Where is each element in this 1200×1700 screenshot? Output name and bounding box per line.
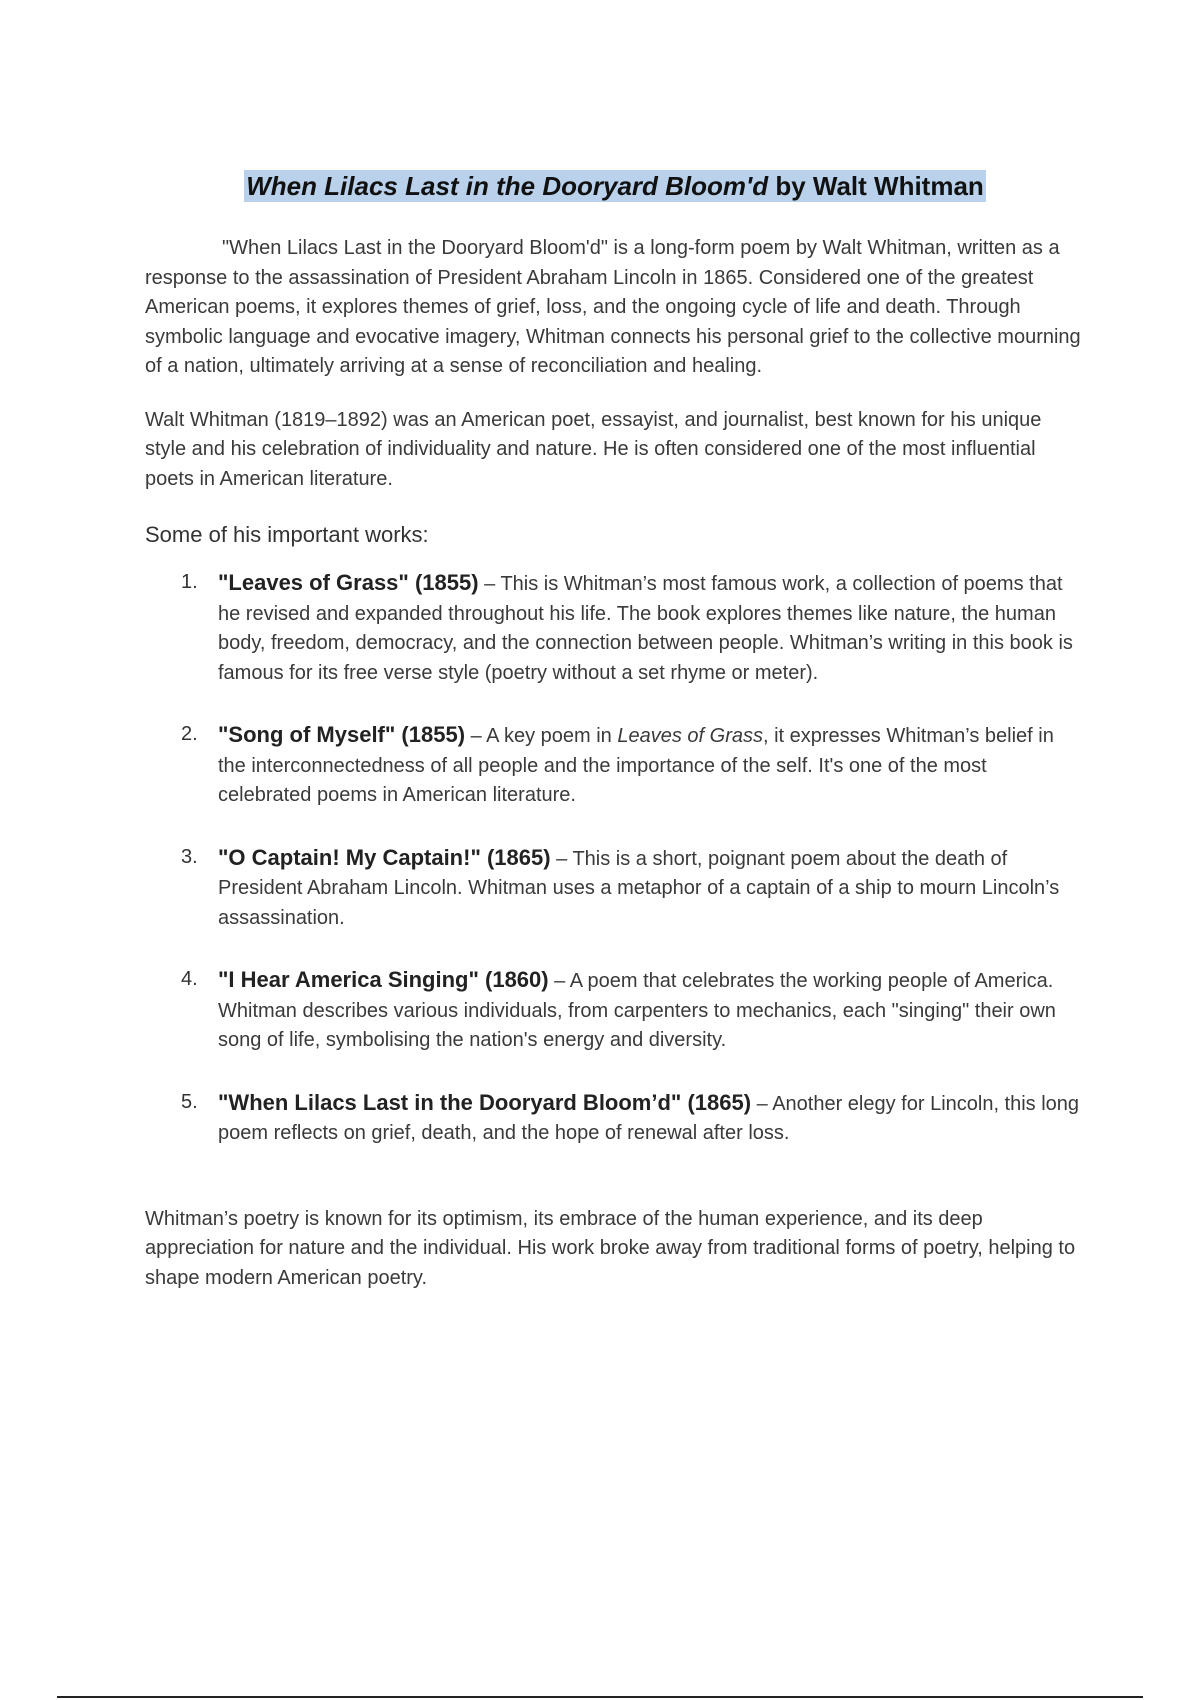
list-item bbox=[145, 1088, 1085, 1149]
list-item bbox=[145, 843, 1085, 934]
document-page bbox=[145, 168, 1085, 1293]
work-title: "Song of Myself" (1855) bbox=[218, 722, 466, 747]
work-title: "Leaves of Grass" (1855) bbox=[218, 570, 479, 595]
list-item-number: 1. bbox=[181, 571, 198, 593]
title-highlight bbox=[244, 170, 986, 202]
title-author: by Walt Whitman bbox=[768, 171, 984, 201]
work-description: – A poem that celebrates the working people of America. Whitman describes various individuals, from carpenters to mechanics, each "singing" their own song of life, symbolising the nation's energy and diversity. bbox=[218, 970, 1056, 1051]
work-title: "O Captain! My Captain!" (1865) bbox=[218, 844, 551, 870]
work-description-italic: Leaves of Grass bbox=[617, 725, 763, 747]
list-item bbox=[145, 720, 1085, 811]
work-description: – A key poem in bbox=[465, 725, 618, 747]
work-title: "When Lilacs Last in the Dooryard Bloom’d" (1865) bbox=[218, 1089, 752, 1115]
list-item bbox=[145, 568, 1085, 688]
work-description: – This is Whitman’s most famous work, a collection of poems that he revised and expanded throughout his life. The book explores themes like nature, the human body, freedom, democracy, and the connection between people. Whitman’s writing in this book is famous for its free verse style (poetry without a set rhyme or meter). bbox=[218, 573, 1073, 684]
list-item bbox=[145, 965, 1085, 1056]
intro-paragraph: "When Lilacs Last in the Dooryard Bloom'd" is a long-form poem by Walt Whitman, written as a response to the assassination of President Abraham Lincoln in 1865. Considered one of the greatest American poems, it explores themes of grief, loss, and the ongoing cycle of life and death. Through symbolic language and evocative imagery, Whitman connects his personal grief to the collective mourning of a nation, ultimately arriving at a sense of reconciliation and healing. bbox=[145, 237, 1081, 377]
document-title bbox=[145, 168, 1085, 204]
work-description-end: , it expresses Whitman’s belief in the interconnectedness of all people and the importance of the self. It's one of the most celebrated poems in American literature. bbox=[218, 725, 1054, 806]
work-description: – Another elegy for Lincoln, this long poem reflects on grief, death, and the hope of renewal after loss. bbox=[218, 1092, 1080, 1144]
bio-paragraph: Walt Whitman (1819–1892) was an American poet, essayist, and journalist, best known for his unique style and his celebration of individuality and nature. He is often considered one of the most influential poets in American literature. bbox=[145, 408, 1042, 490]
closing-paragraph: Whitman’s poetry is known for its optimism, its embrace of the human experience, and its deep appreciation for nature and the individual. His work broke away from traditional forms of poetry, helping to shape modern American poetry. bbox=[145, 1207, 1076, 1289]
work-description: – This is a short, poignant poem about the death of President Abraham Lincoln. Whitman uses a metaphor of a captain of a ship to mourn Lincoln’s assassination. bbox=[218, 847, 1060, 929]
list-item-number: 4. bbox=[181, 968, 198, 990]
footer-divider bbox=[57, 1696, 1143, 1698]
works-list bbox=[145, 568, 1085, 1149]
list-item-number: 2. bbox=[181, 723, 198, 745]
works-heading: Some of his important works: bbox=[145, 522, 429, 547]
work-title: "I Hear America Singing" (1860) bbox=[218, 967, 549, 992]
list-item-number: 3. bbox=[181, 845, 198, 868]
list-item-number: 5. bbox=[181, 1090, 198, 1113]
title-poem-name: When Lilacs Last in the Dooryard Bloom'd bbox=[246, 171, 769, 201]
